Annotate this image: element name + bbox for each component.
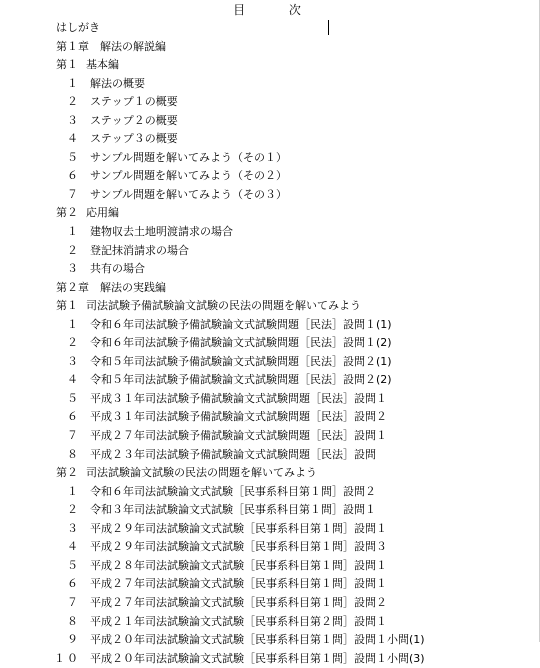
toc-entry-text: 平成２７年司法試験予備試験論文式試験問題［民法］設問１: [90, 429, 387, 443]
toc-entry-number: 第１: [56, 299, 78, 313]
toc-entry: [0, 56, 540, 75]
toc-entry-text: 共有の場合: [90, 262, 145, 276]
toc-entry-text: 令和５年司法試験予備試験論文式試験問題［民法］設問２(2): [90, 373, 392, 387]
toc-entry: [0, 75, 540, 94]
toc-entry: [0, 19, 540, 38]
toc-entry-text: 平成２８年司法試験論文式試験［民事系科目第１問］設問１: [90, 558, 387, 572]
toc-entry-text: 平成３１年司法試験予備試験論文式試験問題［民法］設問１: [90, 391, 387, 405]
toc-entry-number: ２: [67, 243, 78, 257]
toc-entry-number: 第２: [56, 206, 78, 220]
toc-entry: [0, 334, 540, 353]
toc-entry-number: １: [67, 317, 78, 331]
toc-entry: [0, 427, 540, 446]
toc-entry-text: 令和６年司法試験予備試験論文式試験問題［民法］設問１(1): [90, 317, 392, 331]
toc-entry-text: 令和６年司法試験論文式試験［民事系科目第１問］設問２: [90, 484, 376, 498]
toc-entry-number: ７: [67, 429, 78, 443]
toc-entry-number: ４: [67, 540, 78, 554]
toc-entry-number: ４: [67, 132, 78, 146]
toc-entry: [0, 538, 540, 557]
toc-entry: [0, 390, 540, 409]
toc-entry: [0, 93, 540, 112]
toc-entry: [0, 130, 540, 149]
toc-entry-text: 平成２７年司法試験論文式試験［民事系科目第１問］設問１: [90, 577, 387, 591]
toc-entry-number: ７: [67, 595, 78, 609]
toc-entry-text: サンプル問題を解いてみよう（その３）: [90, 187, 288, 201]
toc-entry: [0, 501, 540, 520]
toc-entry-text: サンプル問題を解いてみよう（その２）: [90, 169, 288, 183]
toc-entry-text: 基本編: [86, 58, 119, 72]
toc-entry-number: ３: [67, 521, 78, 535]
toc-entry-number: １０: [54, 651, 80, 665]
toc-entry: [0, 186, 540, 205]
toc-entry: [0, 446, 540, 465]
toc-entry-text: 解法の概要: [90, 76, 145, 90]
toc-entry-text: 第２章 解法の実践編: [56, 280, 166, 294]
toc-entry: [0, 279, 540, 298]
toc-entry: [0, 260, 540, 279]
toc-entry: [0, 167, 540, 186]
table-of-contents: [0, 19, 540, 668]
toc-entry-number: ３: [67, 354, 78, 368]
toc-entry-number: ４: [67, 373, 78, 387]
toc-entry-text: ステップ２の概要: [90, 113, 178, 127]
toc-entry-text: サンプル問題を解いてみよう（その１）: [90, 150, 288, 164]
toc-entry-number: 第１: [56, 58, 78, 72]
toc-entry: [0, 650, 540, 668]
toc-entry-text: 平成２０年司法試験論文式試験［民事系科目第１問］設問１小問(3): [90, 651, 425, 665]
toc-entry-number: ８: [67, 447, 78, 461]
toc-entry: [0, 223, 540, 242]
toc-entry-number: ３: [67, 113, 78, 127]
toc-entry-text: 令和５年司法試験予備試験論文式試験問題［民法］設問２(1): [90, 354, 392, 368]
toc-entry: [0, 408, 540, 427]
toc-entry-number: ６: [67, 410, 78, 424]
toc-entry: [0, 575, 540, 594]
toc-entry-text: はしがき: [56, 21, 100, 34]
toc-entry-number: １: [67, 484, 78, 498]
toc-entry-number: ３: [67, 262, 78, 276]
toc-entry: [0, 613, 540, 632]
toc-entry-text: 平成２９年司法試験論文式試験［民事系科目第１問］設問３: [90, 540, 387, 554]
toc-entry-number: ２: [67, 95, 78, 109]
toc-entry-text: 平成２９年司法試験論文式試験［民事系科目第１問］設問１: [90, 521, 387, 535]
toc-entry-number: ９: [67, 633, 78, 647]
toc-title: 目 次: [233, 3, 321, 17]
toc-entry-text: 登記抹消請求の場合: [90, 243, 189, 257]
toc-entry-number: ５: [67, 391, 78, 405]
toc-entry-text: 応用編: [86, 206, 119, 220]
toc-entry: [0, 557, 540, 576]
toc-entry-text: 平成２７年司法試験論文式試験［民事系科目第１問］設問２: [90, 595, 387, 609]
toc-entry-number: 第２: [56, 466, 78, 480]
toc-entry: [0, 242, 540, 261]
toc-entry: [0, 353, 540, 372]
toc-entry: [0, 316, 540, 335]
toc-entry-number: ６: [67, 169, 78, 183]
toc-entry-number: ６: [67, 577, 78, 591]
toc-entry: [0, 371, 540, 390]
toc-entry: [0, 464, 540, 483]
toc-entry-text: ステップ３の概要: [90, 132, 178, 146]
toc-entry-number: ２: [67, 503, 78, 517]
toc-entry-text: 司法試験予備試験論文試験の民法の問題を解いてみよう: [86, 299, 361, 313]
toc-entry-text: 司法試験論文試験の民法の問題を解いてみよう: [86, 466, 317, 480]
toc-entry: [0, 483, 540, 502]
toc-entry: [0, 112, 540, 131]
toc-entry: [0, 149, 540, 168]
toc-entry: [0, 631, 540, 650]
toc-entry: [0, 594, 540, 613]
toc-entry-number: １: [67, 225, 78, 239]
toc-entry-text: 平成３１年司法試験予備試験論文式試験問題［民法］設問２: [90, 410, 387, 424]
toc-entry: [0, 520, 540, 539]
toc-entry: [0, 204, 540, 223]
toc-entry-text: 令和６年司法試験予備試験論文式試験問題［民法］設問１(2): [90, 336, 392, 350]
toc-entry-text: 平成２０年司法試験論文式試験［民事系科目第１問］設問１小問(1): [90, 633, 425, 647]
toc-entry-text: 平成２３年司法試験予備試験論文式試験問題［民法］設問: [90, 447, 376, 461]
toc-entry-text: 平成２１年司法試験論文式試験［民事系科目第２問］設問１: [90, 614, 387, 628]
toc-entry-number: ５: [67, 558, 78, 572]
toc-entry-number: ８: [67, 614, 78, 628]
toc-entry-number: １: [67, 76, 78, 90]
toc-entry-number: ２: [67, 336, 78, 350]
toc-entry: [0, 297, 540, 316]
toc-entry: [0, 38, 540, 57]
toc-entry-number: ７: [67, 187, 78, 201]
toc-entry-text: ステップ１の概要: [90, 95, 178, 109]
toc-entry-number: ５: [67, 150, 78, 164]
toc-entry-text: 令和３年司法試験論文式試験［民事系科目第１問］設問１: [90, 503, 376, 517]
toc-entry-text: 第１章 解法の解説編: [56, 39, 166, 53]
toc-entry-text: 建物収去土地明渡請求の場合: [90, 225, 233, 239]
